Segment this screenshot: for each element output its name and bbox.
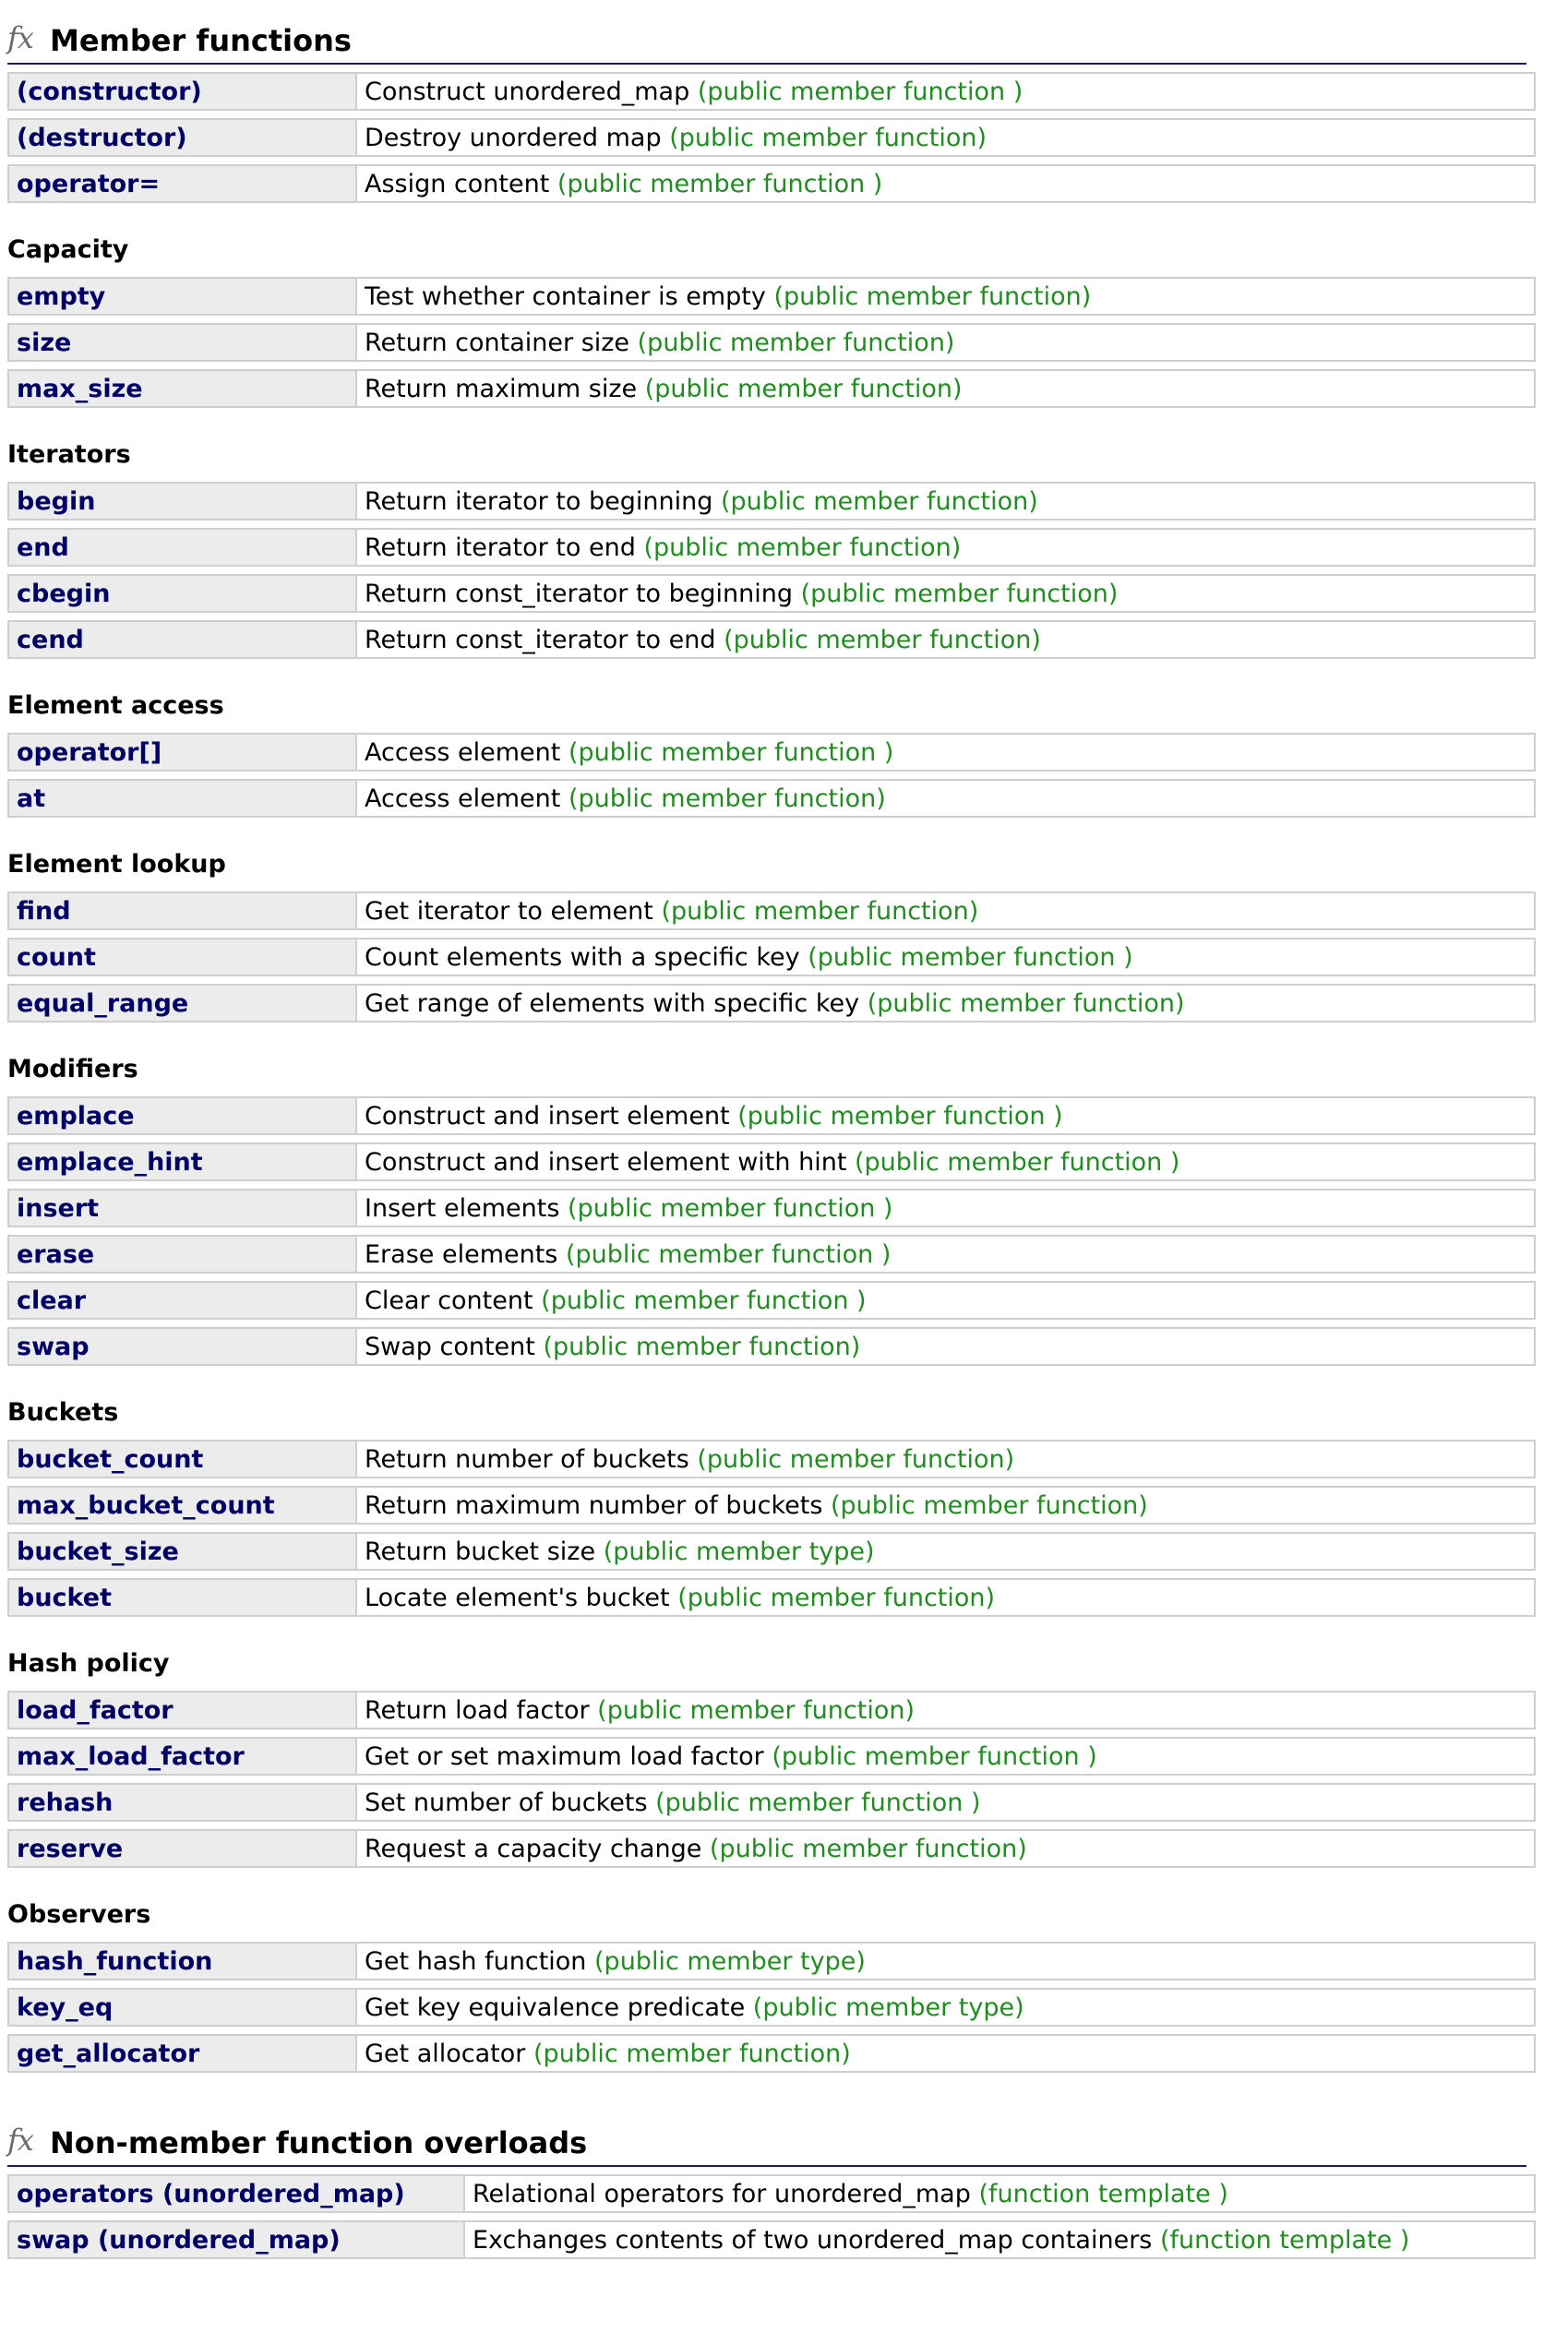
member-kind: (public member function )	[565, 1239, 892, 1269]
member-description: Construct and insert element with hint (public member function )	[355, 1143, 1536, 1181]
member-description: Swap content (public member function)	[355, 1327, 1536, 1366]
fx-icon: fx	[7, 2123, 33, 2158]
member-link[interactable]: (destructor)	[7, 118, 355, 157]
member-description: Clear content (public member function )	[355, 1281, 1536, 1320]
group-title-modifiers: Modifiers	[7, 1055, 138, 1083]
member-kind: (public member function)	[643, 532, 962, 562]
member-kind: (public member function )	[697, 77, 1023, 106]
member-kind: (public member function)	[533, 2039, 851, 2068]
member-link[interactable]: load_factor	[7, 1691, 355, 1729]
group-title-hash-policy: Hash policy	[7, 1649, 170, 1678]
table-row	[7, 482, 1536, 520]
member-description: Construct unordered_map (public member function )	[355, 72, 1536, 111]
member-link[interactable]: key_eq	[7, 1988, 355, 2027]
member-link[interactable]: bucket_count	[7, 1440, 355, 1478]
member-table-intro	[7, 65, 1536, 210]
member-description: Relational operators for unordered_map (function template )	[463, 2174, 1536, 2213]
table-row	[7, 1829, 1536, 1868]
member-link[interactable]: reserve	[7, 1829, 355, 1868]
member-link[interactable]: cbegin	[7, 574, 355, 613]
member-description: Test whether container is empty (public member function)	[355, 277, 1536, 316]
member-description: Erase elements (public member function )	[355, 1235, 1536, 1274]
member-kind: (public member function )	[655, 1788, 981, 1817]
member-link[interactable]: equal_range	[7, 984, 355, 1023]
member-description: Assign content (public member function )	[355, 164, 1536, 203]
member-link[interactable]: bucket	[7, 1578, 355, 1617]
member-description: Return const_iterator to end (public member function)	[355, 620, 1536, 659]
member-kind: (public member function)	[637, 328, 955, 357]
table-row	[7, 1737, 1536, 1776]
table-row	[7, 72, 1536, 111]
member-link[interactable]: begin	[7, 482, 355, 520]
member-link[interactable]: clear	[7, 1281, 355, 1320]
member-table-element-access	[7, 725, 1536, 825]
member-table-element-lookup	[7, 884, 1536, 1030]
table-row	[7, 1988, 1536, 2027]
member-link[interactable]: emplace	[7, 1096, 355, 1135]
table-row	[7, 984, 1536, 1023]
table-row	[7, 1440, 1536, 1478]
member-kind: (public member function)	[867, 988, 1185, 1018]
member-description: Get iterator to element (public member function)	[355, 891, 1536, 930]
table-row	[7, 2034, 1536, 2073]
table-row	[7, 620, 1536, 659]
member-table-iterators	[7, 474, 1536, 666]
member-description: Get or set maximum load factor (public member function )	[355, 1737, 1536, 1776]
group-title-buckets: Buckets	[7, 1398, 119, 1427]
member-table-modifiers	[7, 1089, 1536, 1373]
member-link[interactable]: rehash	[7, 1783, 355, 1822]
member-link[interactable]: empty	[7, 277, 355, 316]
member-kind: (public member function)	[831, 1490, 1148, 1520]
member-kind: (public member type)	[594, 1946, 866, 1976]
member-kind: (public member function)	[597, 1695, 915, 1725]
member-description: Return const_iterator to beginning (public member function)	[355, 574, 1536, 613]
table-row	[7, 891, 1536, 930]
member-description: Get range of elements with specific key (public member function)	[355, 984, 1536, 1023]
member-link[interactable]: swap	[7, 1327, 355, 1366]
member-description: Return bucket size (public member type)	[355, 1532, 1536, 1571]
member-kind: (public member function)	[724, 625, 1041, 654]
member-link[interactable]: bucket_size	[7, 1532, 355, 1571]
member-kind: (public member type)	[603, 1537, 875, 1566]
member-table-capacity	[7, 269, 1536, 415]
group-title-element-access: Element access	[7, 691, 224, 720]
member-kind: (function template )	[978, 2179, 1228, 2208]
table-row	[7, 528, 1536, 567]
member-kind: (public member function)	[677, 1583, 996, 1612]
group-title-observers: Observers	[7, 1900, 151, 1929]
member-description: Return maximum number of buckets (public member function)	[355, 1486, 1536, 1525]
member-kind: (public member function )	[808, 942, 1133, 972]
group-title-capacity: Capacity	[7, 235, 129, 264]
member-kind: (public member function)	[720, 486, 1038, 516]
table-row	[7, 1578, 1536, 1617]
table-row	[7, 277, 1536, 316]
member-kind: (public member function)	[644, 374, 963, 403]
member-link[interactable]: emplace_hint	[7, 1143, 355, 1181]
member-description: Get hash function (public member type)	[355, 1942, 1536, 1980]
member-description: Return container size (public member function)	[355, 323, 1536, 362]
non-member-functions-header	[7, 2117, 1526, 2167]
table-row	[7, 1783, 1536, 1822]
member-kind: (public member function)	[669, 123, 987, 152]
member-link[interactable]: size	[7, 323, 355, 362]
member-kind: (public member type)	[752, 1992, 1024, 2022]
member-description: Get allocator (public member function)	[355, 2034, 1536, 2073]
member-functions-header	[7, 15, 1526, 65]
table-row	[7, 369, 1536, 408]
member-link[interactable]: end	[7, 528, 355, 567]
table-row	[7, 164, 1536, 203]
non-member-link[interactable]: swap (unordered_map)	[7, 2220, 463, 2259]
table-row	[7, 938, 1536, 976]
member-description: Construct and insert element (public member function )	[355, 1096, 1536, 1135]
member-kind: (public member function)	[661, 896, 979, 926]
member-link[interactable]: operator[]	[7, 733, 355, 772]
member-kind: (public member function )	[568, 737, 894, 767]
member-kind: (public member function )	[855, 1147, 1180, 1177]
table-row	[7, 118, 1536, 157]
member-description: Access element (public member function )	[355, 733, 1536, 772]
table-row	[7, 1532, 1536, 1571]
member-description: Return iterator to beginning (public member function)	[355, 482, 1536, 520]
member-link[interactable]: max_bucket_count	[7, 1486, 355, 1525]
member-link[interactable]: get_allocator	[7, 2034, 355, 2073]
table-row	[7, 1942, 1536, 1980]
member-link[interactable]: insert	[7, 1189, 355, 1227]
table-row	[7, 733, 1536, 772]
section-title: Non-member function overloads	[50, 2125, 588, 2160]
member-kind: (public member function)	[568, 784, 886, 813]
member-link[interactable]: erase	[7, 1235, 355, 1274]
member-description: Locate element's bucket (public member function)	[355, 1578, 1536, 1617]
member-description: Exchanges contents of two unordered_map containers (function template )	[463, 2220, 1536, 2259]
member-kind: (public member function )	[568, 1193, 893, 1223]
member-link[interactable]: cend	[7, 620, 355, 659]
member-description: Request a capacity change (public member function)	[355, 1829, 1536, 1868]
member-kind: (public member function )	[772, 1741, 1097, 1771]
member-description: Return number of buckets (public member function)	[355, 1440, 1536, 1478]
member-link[interactable]: find	[7, 891, 355, 930]
table-row	[7, 574, 1536, 613]
member-link[interactable]: (constructor)	[7, 72, 355, 111]
member-description: Count elements with a specific key (public member function )	[355, 938, 1536, 976]
member-table-hash-policy	[7, 1683, 1536, 1875]
member-kind: (public member function)	[773, 281, 1092, 311]
table-row	[7, 1235, 1536, 1274]
member-link[interactable]: at	[7, 779, 355, 818]
member-description: Get key equivalence predicate (public member type)	[355, 1988, 1536, 2027]
member-kind: (function template )	[1159, 2225, 1410, 2255]
table-row	[7, 2220, 1536, 2259]
member-description: Return iterator to end (public member function)	[355, 528, 1536, 567]
table-row	[7, 1486, 1536, 1525]
member-kind: (public member function)	[800, 579, 1119, 608]
member-link[interactable]: max_size	[7, 369, 355, 408]
table-row	[7, 1143, 1536, 1181]
table-row	[7, 1327, 1536, 1366]
member-kind: (public member function)	[697, 1444, 1015, 1474]
member-kind: (public member function )	[541, 1286, 867, 1315]
member-description: Return load factor (public member function)	[355, 1691, 1536, 1729]
table-row	[7, 2174, 1536, 2213]
member-link[interactable]: operator=	[7, 164, 355, 203]
fx-icon: fx	[7, 20, 33, 55]
group-title-iterators: Iterators	[7, 440, 131, 469]
member-kind: (public member function )	[557, 169, 883, 198]
member-kind: (public member function)	[543, 1332, 861, 1361]
member-link[interactable]: count	[7, 938, 355, 976]
non-member-table	[7, 2167, 1536, 2267]
table-row	[7, 1096, 1536, 1135]
member-link[interactable]: max_load_factor	[7, 1737, 355, 1776]
member-description: Destroy unordered map (public member function)	[355, 118, 1536, 157]
table-row	[7, 323, 1536, 362]
member-description: Access element (public member function)	[355, 779, 1536, 818]
member-description: Return maximum size (public member function)	[355, 369, 1536, 408]
member-table-buckets	[7, 1432, 1536, 1624]
table-row	[7, 1691, 1536, 1729]
table-row	[7, 1281, 1536, 1320]
member-description: Set number of buckets (public member function )	[355, 1783, 1536, 1822]
member-kind: (public member function )	[737, 1101, 1063, 1131]
member-table-observers	[7, 1934, 1536, 2080]
group-title-element-lookup: Element lookup	[7, 850, 226, 879]
non-member-link[interactable]: operators (unordered_map)	[7, 2174, 463, 2213]
table-row	[7, 1189, 1536, 1227]
section-title: Member functions	[50, 23, 352, 58]
member-description: Insert elements (public member function )	[355, 1189, 1536, 1227]
member-kind: (public member function)	[709, 1834, 1027, 1863]
member-link[interactable]: hash_function	[7, 1942, 355, 1980]
table-row	[7, 779, 1536, 818]
